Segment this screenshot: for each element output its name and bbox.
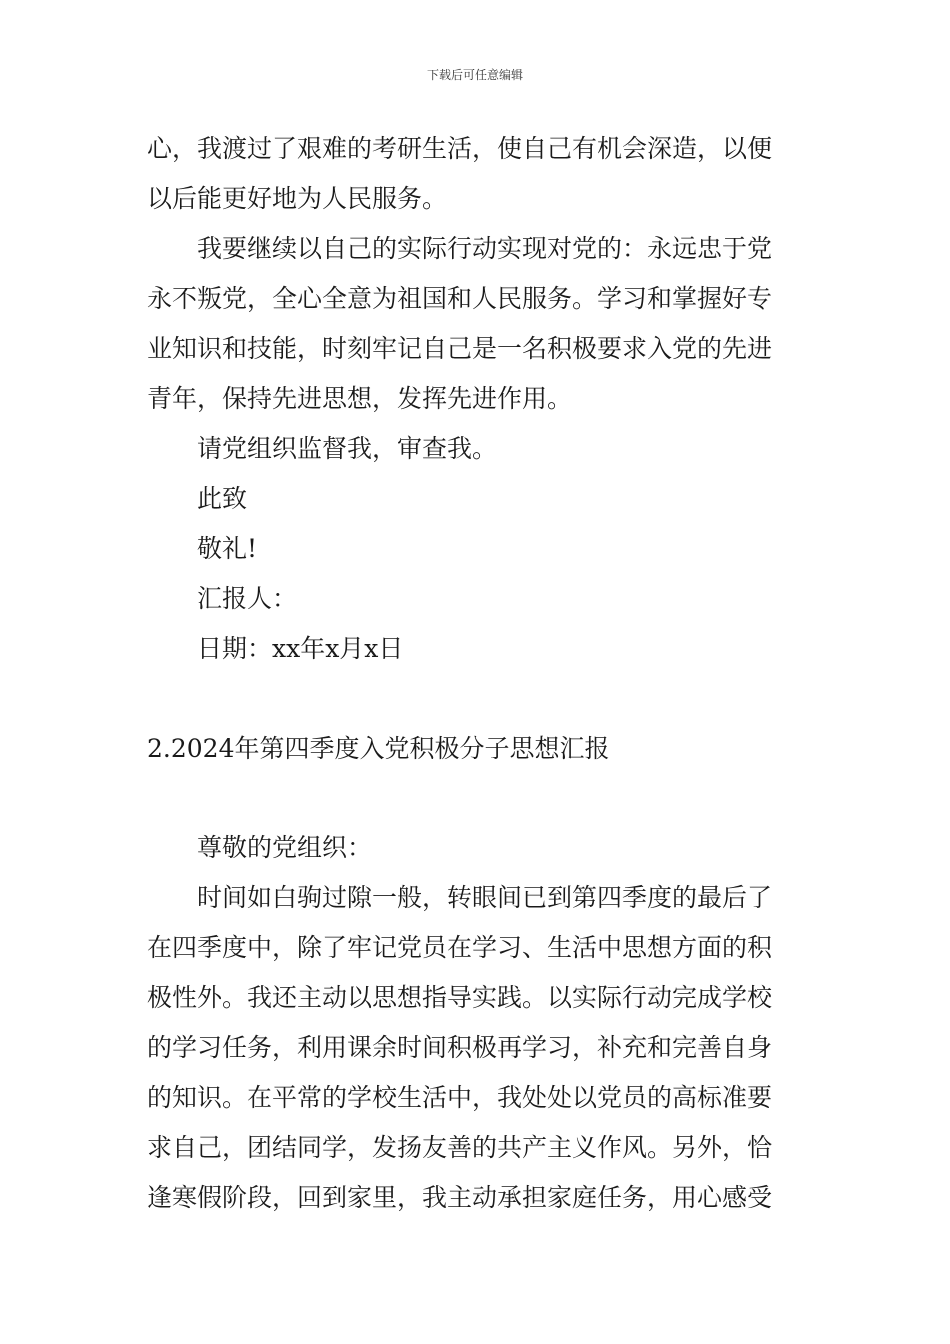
paragraph-line: 极性外。我还主动以思想指导实践。以实际行动完成学校 [147,983,773,1012]
paragraph-line: 请党组织监督我，审查我。 [197,434,498,463]
paragraph-line: 时间如白驹过隙一般，转眼间已到第四季度的最后了 [197,883,773,912]
paragraph-line: 在四季度中，除了牢记党员在学习、生活中思想方面的积 [147,933,773,962]
paragraph-line: 的知识。在平常的学校生活中，我处处以党员的高标准要 [147,1083,773,1112]
greeting: 尊敬的党组织： [197,833,373,862]
paragraph-line: 青年，保持先进思想，发挥先进作用。 [147,384,573,413]
paragraph-line: 求自己，团结同学，发扬友善的共产主义作风。另外，恰 [147,1133,773,1162]
date-label: 日期：xx年x月x日 [197,634,404,663]
paragraph-line: 的学习任务，利用课余时间积极再学习，补充和完善自身 [147,1033,773,1062]
closing-regards: 敬礼! [197,534,258,563]
paragraph-line: 我要继续以自己的实际行动实现对党的：永远忠于党 [197,234,773,263]
paragraph-line: 逢寒假阶段，回到家里，我主动承担家庭任务，用心感受 [147,1183,773,1212]
paragraph-line: 业知识和技能，时刻牢记自己是一名积极要求入党的先进 [147,334,773,363]
closing-salutation: 此致 [197,484,248,513]
section-title: 2.2024年第四季度入党积极分子思想汇报 [147,734,610,763]
paragraph-line: 心，我渡过了艰难的考研生活，使自己有机会深造，以便 [147,134,773,163]
page-header-note: 下载后可任意编辑 [426,68,523,82]
paragraph-line: 永不叛党，全心全意为祖国和人民服务。学习和掌握好专 [147,284,773,313]
paragraph-line: 以后能更好地为人民服务。 [147,184,448,213]
reporter-label: 汇报人： [197,584,298,613]
